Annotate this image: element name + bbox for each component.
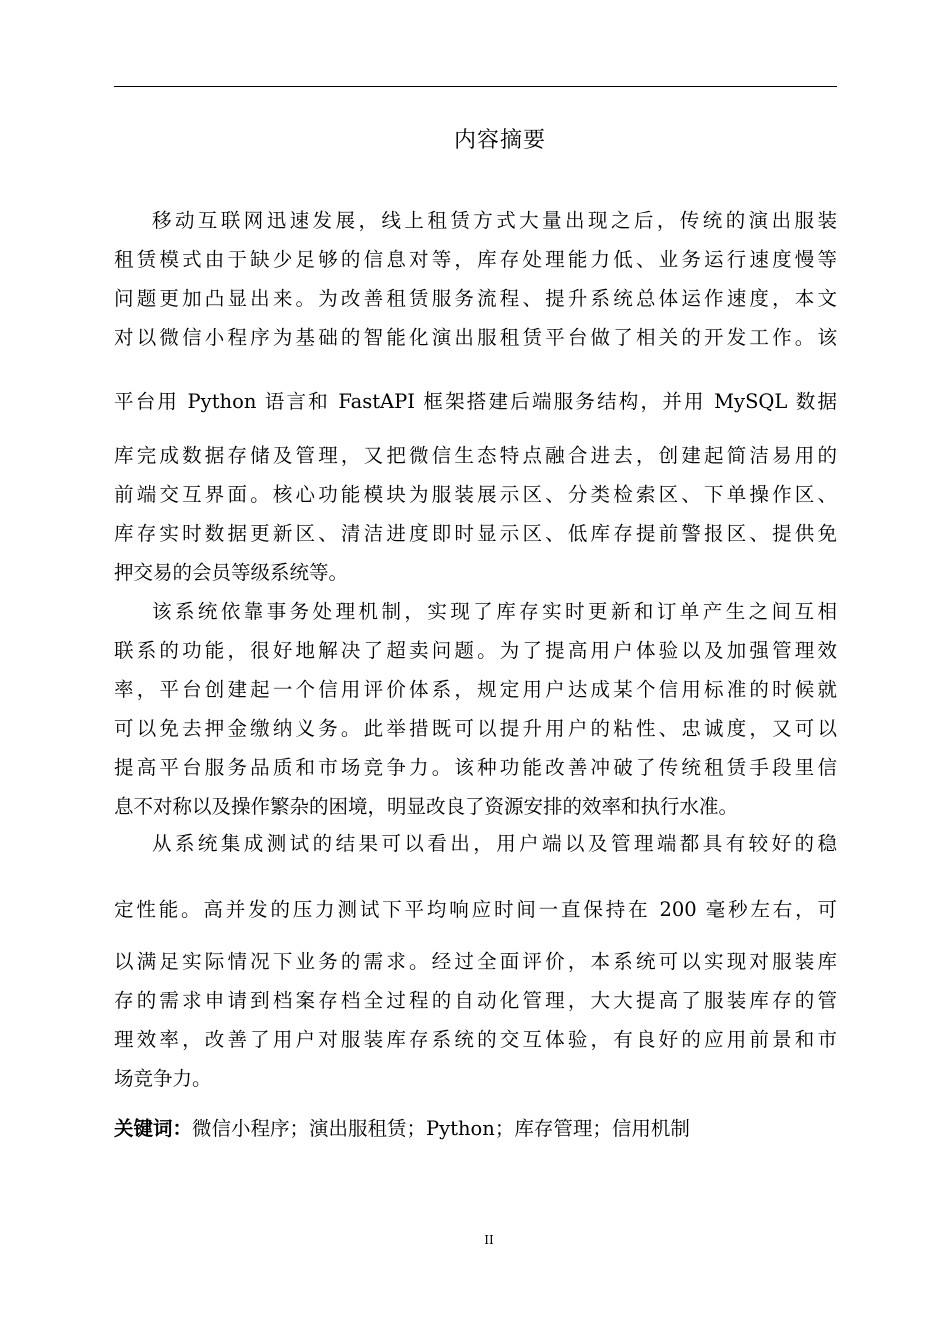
keywords-text: 微信小程序；演出服租赁；Python；库存管理；信用机制 (192, 1117, 690, 1140)
paragraph-2-line: 可以免去押金缴纳义务。此举措既可以提升用户的粘性、忠诚度，又可以 (114, 717, 837, 740)
page-title: 内容摘要 (453, 128, 546, 153)
paragraph-3-line: 存的需求申请到档案存档全过程的自动化管理，大大提高了服装库存的管 (114, 989, 837, 1012)
paragraph-2-line: 率，平台创建起一个信用评价体系，规定用户达成某个信用标准的时候就 (114, 678, 837, 701)
paragraph-3-line: 场竞争力。 (114, 1067, 212, 1090)
paragraph-1-line: 前端交互界面。核心功能模块为服装展示区、分类检索区、下单操作区、 (114, 483, 837, 506)
paragraph-2-line: 联系的功能，很好地解决了超卖问题。为了提高用户体验以及加强管理效 (114, 639, 837, 662)
paragraph-2-line: 息不对称以及操作繁杂的困境，明显改良了资源安排的效率和执行水准。 (114, 795, 739, 818)
paragraph-3-line: 从系统集成测试的结果可以看出，用户端以及管理端都具有较好的稳 (152, 832, 837, 855)
paragraph-3-line: 以满足实际情况下业务的需求。经过全面评价，本系统可以实现对服装库 (114, 950, 837, 973)
paragraph-1-line: 库存实时数据更新区、清洁进度即时显示区、低库存提前警报区、提供免 (114, 522, 837, 545)
paragraph-3-line: 定性能。高并发的压力测试下平均响应时间一直保持在 200 毫秒左右，可 (114, 898, 837, 921)
paragraph-2-line: 该系统依靠事务处理机制，实现了库存实时更新和订单产生之间互相 (152, 600, 837, 623)
paragraph-2-line: 提高平台服务品质和市场竞争力。该种功能改善冲破了传统租赁手段里信 (114, 756, 837, 779)
keywords-label: 关键词： (114, 1117, 193, 1140)
paragraph-1-line: 问题更加凸显出来。为改善租赁服务流程、提升系统总体运作速度，本文 (114, 287, 837, 310)
header-rule (114, 86, 837, 87)
paragraph-1-line: 平台用 Python 语言和 FastAPI 框架搭建后端服务结构，并用 MySQL 数据 (114, 390, 837, 413)
paragraph-3-line: 理效率，改善了用户对服装库存系统的交互体验，有良好的应用前景和市 (114, 1028, 837, 1051)
paragraph-1-line: 对以微信小程序为基础的智能化演出服租赁平台做了相关的开发工作。该 (114, 326, 837, 349)
paragraph-1-line: 押交易的会员等级系统等。 (114, 561, 349, 584)
paragraph-1-line: 租赁模式由于缺少足够的信息对等，库存处理能力低、业务运行速度慢等 (114, 248, 837, 271)
page-number: II (484, 1233, 494, 1247)
keywords-line (114, 1113, 690, 1145)
paragraph-1-line: 移动互联网迅速发展，线上租赁方式大量出现之后，传统的演出服装 (152, 209, 837, 232)
paragraph-1-line: 库完成数据存储及管理，又把微信生态特点融合进去，创建起简洁易用的 (114, 444, 837, 467)
